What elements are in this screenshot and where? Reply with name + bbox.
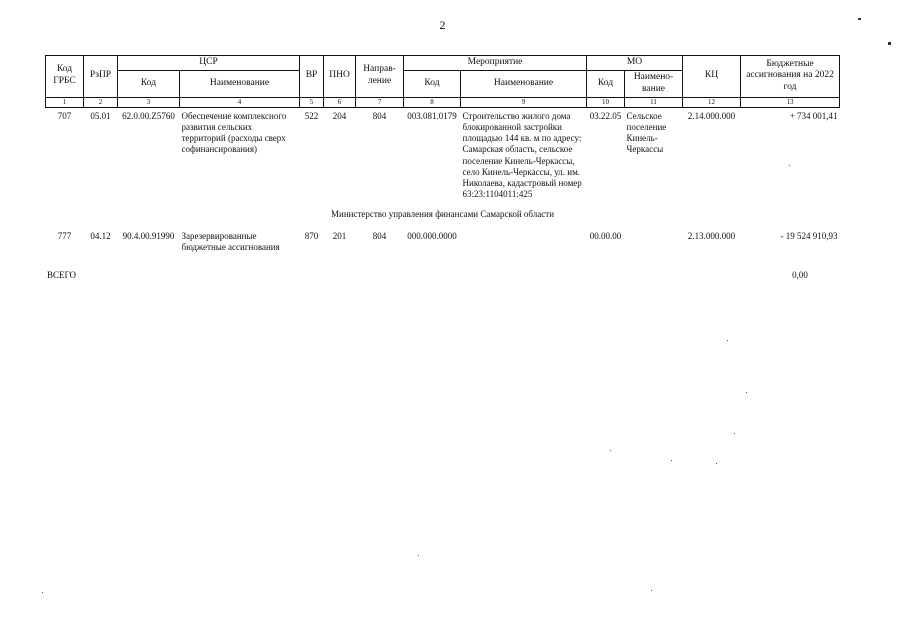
column-number: 9 (461, 97, 587, 107)
cell-pno: 201 (332, 230, 347, 241)
header-vr: ВР (300, 56, 324, 98)
column-number: 7 (356, 97, 404, 107)
cell-rzpr: 04.12 (90, 230, 111, 241)
cell-mer-name (461, 228, 587, 254)
scan-speck (418, 555, 419, 556)
cell-grbs: 707 (57, 110, 72, 121)
scan-speck (746, 392, 747, 393)
header-mo-kod: Код (587, 70, 625, 97)
cell-mer-kod: 003.081.0179 (407, 110, 457, 121)
cell-mo-name (625, 228, 683, 254)
header-kc: КЦ (683, 56, 741, 98)
scan-speck (42, 592, 43, 593)
table-row (46, 228, 840, 254)
scan-speck (734, 433, 735, 434)
header-mo: МО (587, 56, 683, 71)
scan-mark-top-right (858, 18, 861, 20)
scan-speck (789, 165, 790, 166)
page-number: 2 (439, 18, 446, 32)
header-row-1 (46, 56, 840, 71)
scan-speck (716, 463, 717, 464)
scan-mark-right (888, 42, 891, 45)
column-number: 13 (741, 97, 840, 107)
cell-vr: 870 (304, 230, 319, 241)
cell-mo-name: Сельское поселение Кинель-Черкассы (626, 110, 667, 155)
column-number: 8 (404, 97, 461, 107)
column-number: 2 (84, 97, 118, 107)
cell-kc: 2.13.000.000 (687, 230, 736, 241)
cell-rzpr: 05.01 (90, 110, 111, 121)
ministry-row (46, 201, 840, 228)
column-number: 6 (324, 97, 356, 107)
header-kod-grbs: Код ГРБС (46, 56, 84, 98)
cell-amount: + 734 001,41 (789, 110, 838, 121)
cell-vr: 522 (304, 110, 319, 121)
scan-speck (671, 460, 672, 461)
ministry-title: Министерство управления финансами Самарской области (331, 208, 555, 219)
cell-csr-name: Зарезервированные бюджетные ассигнования (181, 230, 280, 253)
cell-napr: 804 (372, 110, 387, 121)
cell-csr-kod: 62.0.00.Z5760 (122, 110, 175, 121)
cell-csr-name: Обеспечение комплексного развития сельских территорий (расходы сверх софинансирования) (181, 110, 287, 155)
scan-speck (727, 340, 728, 341)
cell-pno: 204 (332, 110, 347, 121)
header-csr: ЦСР (118, 56, 300, 71)
header-budget: Бюджетные ассигнования на 2022 год (741, 56, 840, 98)
column-number: 11 (625, 97, 683, 107)
cell-mer-kod: 000.000.0000 (407, 230, 457, 241)
column-number: 5 (300, 97, 324, 107)
header-pno: ПНО (324, 56, 356, 98)
cell-mo-kod: 00.00.00 (589, 230, 622, 241)
header-mo-name: Наимено-вание (625, 70, 683, 97)
column-number: 1 (46, 97, 84, 107)
column-number: 3 (118, 97, 180, 107)
cell-mo-kod: 03.22.05 (589, 110, 622, 121)
cell-mer-name: Строительство жилого дома блокированной застройки площадью 144 кв. м по адресу: Самарская область, сельское поселение Кинель-Черкассы, село Кинель-Черкассы, ул. им. Николаева, кадастровый номер 63:23:1104011:425 (462, 110, 582, 200)
header-napravlenie: Направ-ление (356, 56, 404, 98)
column-number: 12 (683, 97, 741, 107)
cell-amount: - 19 524 910,93 (780, 230, 838, 241)
header-rzpr: РзПР (84, 56, 118, 98)
budget-table (45, 55, 840, 253)
table-row (46, 107, 840, 201)
cell-csr-kod: 90.4.00.91990 (122, 230, 175, 241)
cell-kc: 2.14.000.000 (687, 110, 736, 121)
header-csr-kod: Код (118, 70, 180, 97)
column-number: 4 (180, 97, 300, 107)
total-value: 0,00 (792, 270, 808, 280)
total-label: ВСЕГО (47, 270, 76, 280)
header-csr-name: Наименование (180, 70, 300, 97)
cell-grbs: 777 (57, 230, 72, 241)
scan-speck (610, 450, 611, 451)
header-meropriyatie: Мероприятие (404, 56, 587, 71)
column-number-row (46, 97, 840, 107)
scan-speck (651, 590, 652, 591)
header-mer-name: Наименование (461, 70, 587, 97)
cell-napr: 804 (372, 230, 387, 241)
header-mer-kod: Код (404, 70, 461, 97)
column-number: 10 (587, 97, 625, 107)
